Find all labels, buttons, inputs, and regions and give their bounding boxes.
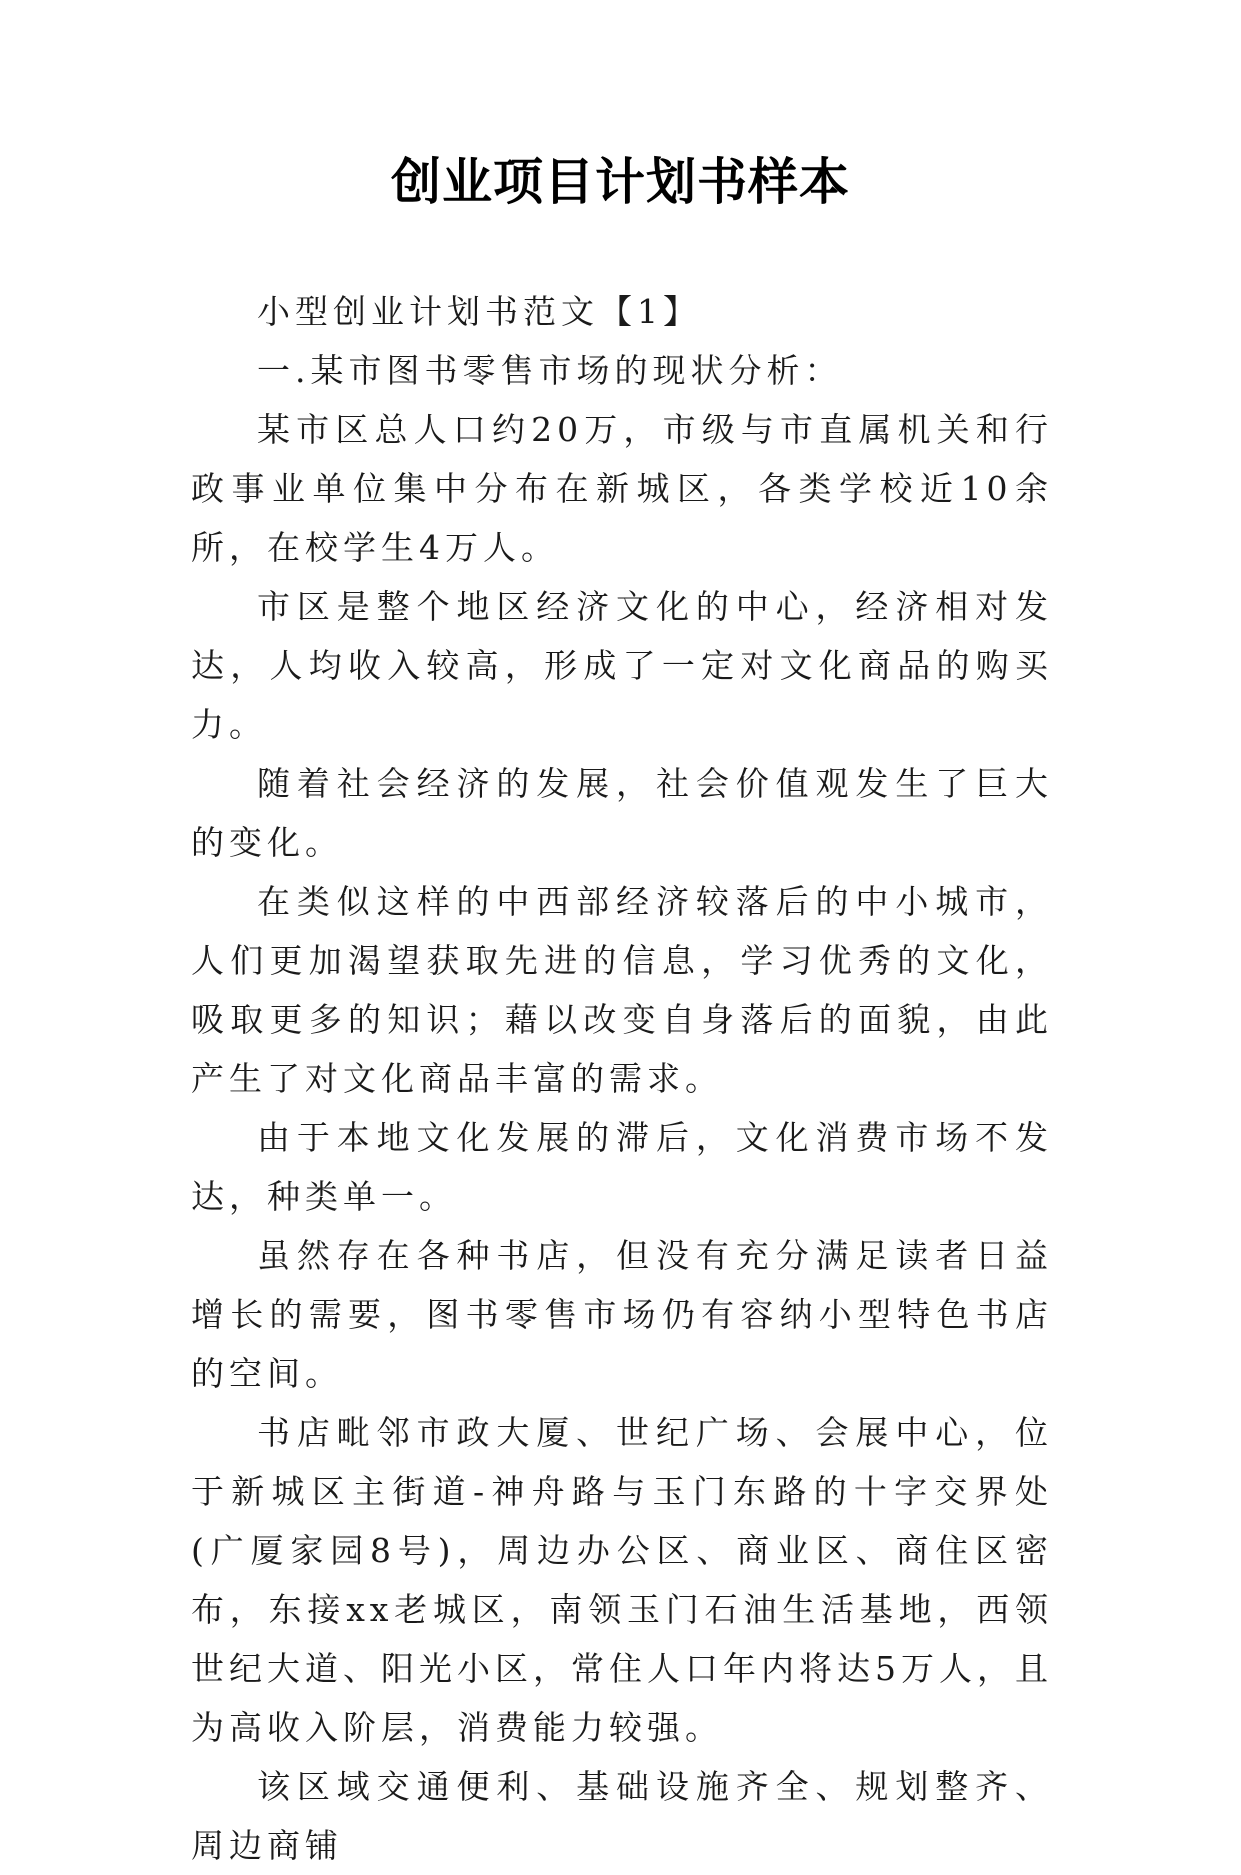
document-title: 创业项目计划书样本 [391, 153, 850, 211]
paragraph: 随着社会经济的发展，社会价值观发生了巨大的变化。 [191, 764, 1053, 862]
paragraph: 某市区总人口约20万，市级与市直属机关和行政事业单位集中分布在新城区，各类学校近10余所，在校学生4万人。 [191, 410, 1053, 567]
paragraph: 市区是整个地区经济文化的中心，经济相对发达，人均收入较高，形成了一定对文化商品的购买力。 [191, 587, 1053, 744]
paragraph: 书店毗邻市政大厦、世纪广场、会展中心，位于新城区主街道-神舟路与玉门东路的十字交界处(广厦家园8号)，周边办公区、商业区、商住区密布，东接xx老城区，南领玉门石油生活基地，西领世纪大道、阳光小区，常住人口年内将达5万人，且为高收入阶层，消费能力较强。 [191, 1413, 1053, 1747]
paragraph-subheading: 一.某市图书零售市场的现状分析： [257, 351, 843, 390]
paragraph: 该区域交通便利、基础设施齐全、规划整齐、周边商铺 [191, 1767, 1053, 1865]
paragraph: 在类似这样的中西部经济较落后的中小城市，人们更加渴望获取先进的信息，学习优秀的文化，吸取更多的知识；藉以改变自身落后的面貌，由此产生了对文化商品丰富的需求。 [191, 882, 1053, 1098]
paragraph-section-heading: 小型创业计划书范文【1】 [257, 292, 701, 331]
document-body [191, 282, 1053, 1875]
paragraph: 虽然存在各种书店，但没有充分满足读者日益增长的需要，图书零售市场仍有容纳小型特色书店的空间。 [191, 1236, 1053, 1393]
paragraph: 由于本地文化发展的滞后，文化消费市场不发达，种类单一。 [191, 1118, 1053, 1216]
